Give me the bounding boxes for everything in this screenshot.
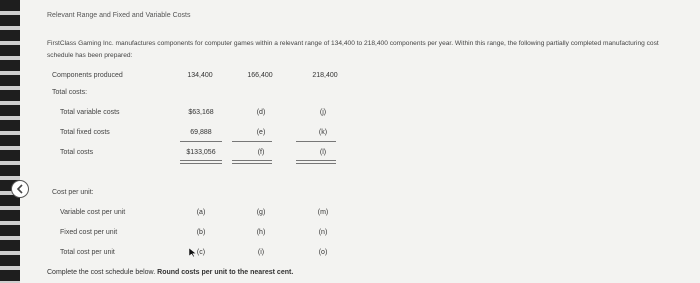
total-double-rule [296,160,336,164]
row-label: Total variable costs [60,109,120,116]
total-double-rule [180,160,222,164]
table-cell[interactable]: (f) [257,149,265,156]
table-cell[interactable]: (l) [319,149,327,156]
subtotal-rule [180,141,222,142]
table-cell[interactable]: (m) [317,209,329,216]
row-label: Variable cost per unit [60,209,126,216]
row-label: Total cost per unit [60,249,115,256]
table-cell: $63,168 [188,109,214,116]
table-cell[interactable]: (h) [256,229,266,236]
instruction-bold: Round costs per unit to the nearest cent. [157,269,294,276]
column-header: 218,400 [312,72,338,79]
row-label: Fixed cost per unit [60,229,118,236]
table-cell[interactable]: (d) [256,109,266,116]
mouse-pointer-icon [189,248,197,257]
subtotal-rule [296,141,336,142]
column-header: 134,400 [187,72,213,79]
table-cell[interactable]: (c) [196,249,206,256]
table-cell[interactable]: (k) [318,129,328,136]
components-produced-label: Components produced [52,72,123,79]
table-cell[interactable]: (g) [256,209,266,216]
table-cell[interactable]: (o) [318,249,328,256]
table-cell: 69,888 [190,129,212,136]
table-cell[interactable]: (e) [256,129,266,136]
table-cell[interactable]: (n) [318,229,328,236]
cost-per-unit-section-label: Cost per unit: [52,189,94,196]
row-label: Total costs [60,149,94,156]
total-double-rule [232,160,272,164]
table-cell[interactable]: (b) [196,229,206,236]
instruction-plain: Complete the cost schedule below. [47,269,156,276]
total-costs-section-label: Total costs: [52,89,88,96]
column-header: 166,400 [247,72,273,79]
subtotal-rule [232,141,272,142]
problem-title: Relevant Range and Fixed and Variable Costs [47,12,191,19]
row-label: Total fixed costs [60,129,110,136]
table-cell[interactable]: (a) [196,209,206,216]
table-cell[interactable]: (j) [319,109,327,116]
table-cell[interactable]: (i) [257,249,265,256]
instruction-text [47,268,293,277]
problem-intro: FirstClass Gaming Inc. manufactures components for computer games within a relevant range of 134,400 to 218,400 components per year. Within this range, the following partially completed manufacturing cost schedule has been prepared: [47,40,659,59]
table-cell: $133,056 [186,149,216,156]
